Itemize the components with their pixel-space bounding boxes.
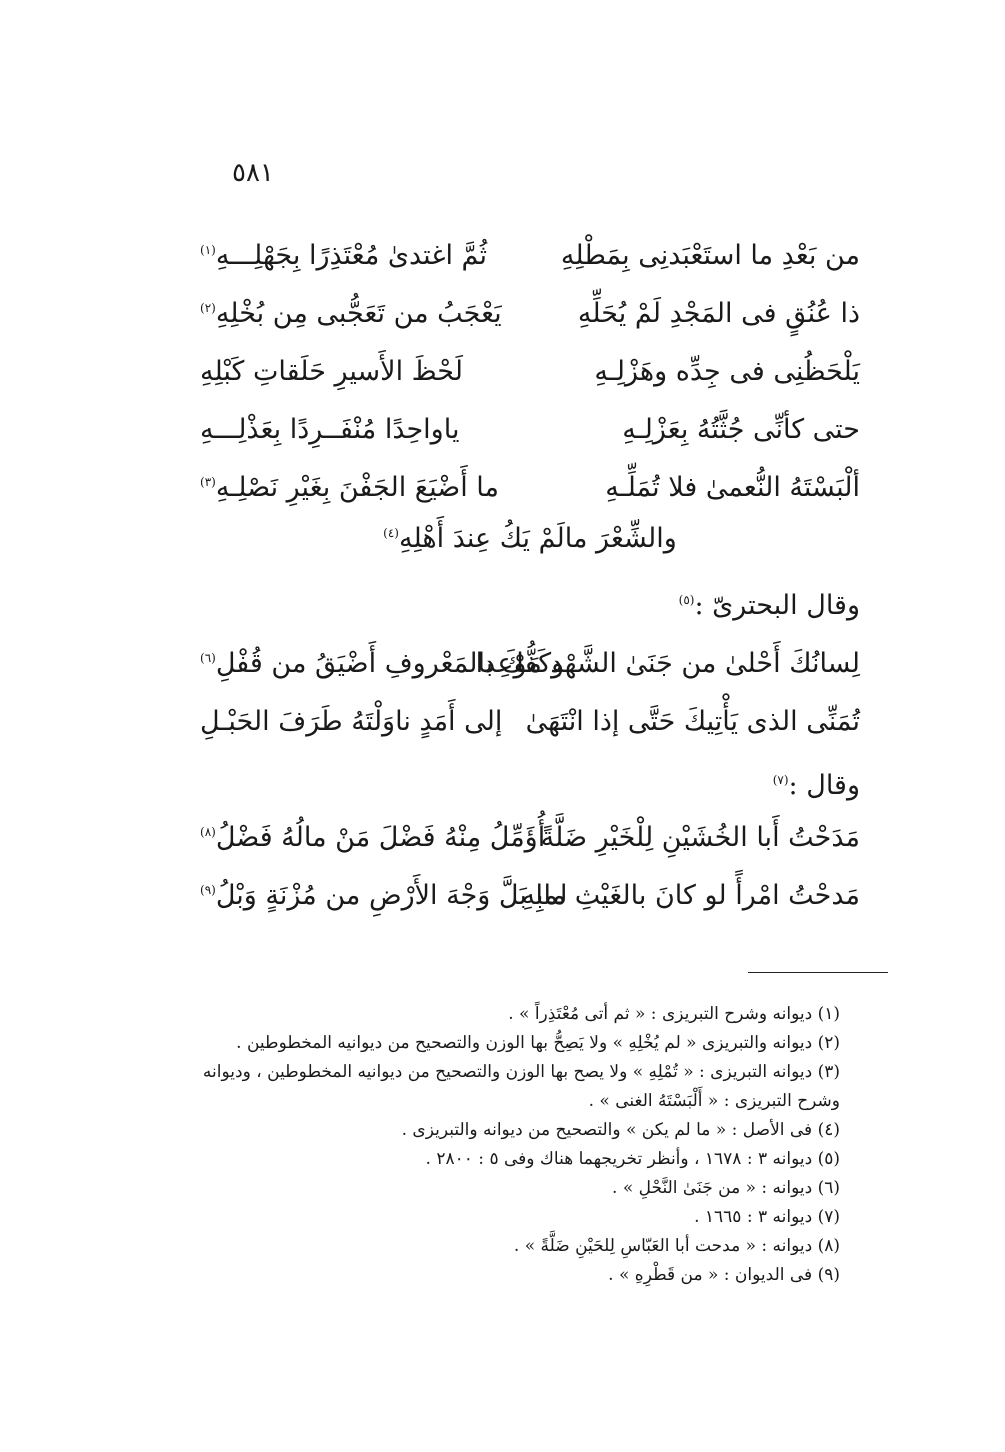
hemistich-first: حتى كأنِّى جُثَّتُهُ بِعَزْلِـهِ <box>622 414 860 445</box>
couplet <box>200 356 860 414</box>
footnote: (٦) ديوانه : « من جَنَىٰ النَّحْلِ » . <box>612 1178 840 1198</box>
couplet <box>200 298 860 356</box>
footnote-marker: (٢) <box>200 301 216 315</box>
footnote: (٢) ديوانه والتبريزى « لم يُخْلِهِ » ولا يَصِحُّ بها الوزن والتصحيح من ديوانيه المخطوطين . <box>236 1033 840 1053</box>
footnote: (١) ديوانه وشرح التبريزى : « ثم أتى مُعْتَذِراً » . <box>508 1004 840 1024</box>
poem-block-1 <box>200 240 860 530</box>
footnote-marker: (٥) <box>678 593 695 607</box>
footnote-marker: (٨) <box>200 825 216 839</box>
hemistich-second: ياواحِدًا مُنْفَــرِدًا بِعَذْلِـــهِ <box>200 414 460 445</box>
couplet <box>200 880 860 938</box>
footnote-marker: (٦) <box>200 651 216 665</box>
hemistich-second: لما بَلَّ وَجْهَ الأَرْضِ من مُزْنَةٍ وَبْلُ$^{(٩)}$ <box>200 880 568 911</box>
footnote: (٥) ديوانه ٣ : ١٦٧٨ ، وأنظر تخريجهما هناك وفى ٥ : ٢٨٠٠ . <box>425 1149 840 1169</box>
poem-block-3 <box>200 822 860 938</box>
hemistich-second: ثُمَّ اغتدىٰ مُعْتَذِرًا بِجَهْلِـــهِ$^{(١)}$ <box>200 240 488 271</box>
footnote-divider <box>748 972 888 973</box>
couplet <box>200 822 860 880</box>
footnote: (٣) ديوانه التبريزى : « تُمْلِهِ » ولا يصح بها الوزن والتصحيح من ديوانيه المخطوطين ، وديوانه وشرح التبريزى : « أَلْبَسْتَهُ الغنى » . <box>202 1062 840 1111</box>
footnote-marker: (٧) <box>772 773 789 787</box>
hemistich-second: لَحْظَ الأَسيرِ حَلَقاتِ كَبْلِهِ <box>200 356 463 387</box>
hemistich-second: وكَفُّكَ بالمَعْروفِ أَضْيَقُ من قُفْلِ$^{(٦)}$ <box>200 648 565 679</box>
poem-intro-buhturi: وقال البحترىّ :$^{(٥)}$ <box>678 590 860 621</box>
footnote: (٧) ديوانه ٣ : ١٦٦٥ . <box>694 1207 840 1227</box>
poem-intro-3: وقال :$^{(٧)}$ <box>772 770 860 801</box>
couplet <box>200 472 860 530</box>
hemistich-first: لِسانُكَ أَحْلىٰ من جَنَىٰ الشَّهْدِ مَوْعِدا <box>475 648 860 679</box>
footnote-marker: (٣) <box>200 475 216 489</box>
hemistich-first: ذا عُنُقٍ فى المَجْدِ لَمْ يُحَلِّهِ <box>577 298 860 329</box>
hemistich-first: يَلْحَظُنِى فى جِدِّه وهَزْلِـهِ <box>594 356 860 387</box>
hemistich-second: إلى أَمَدٍ ناوَلْتَهُ طَرَفَ الحَبْـلِ <box>200 706 503 737</box>
couplet <box>200 414 860 472</box>
page-number: ٥٨١ <box>232 158 274 188</box>
couplet <box>200 240 860 298</box>
footnote-marker: (١) <box>200 243 216 257</box>
single-verse-line: والشِّعْرَ مالَمْ يَكُ عِندَ أَهْلِهِ$^{(٤)}$ <box>383 523 677 554</box>
hemistich-first: مَدَحْتُ أَبا الخُشَيْنِ لِلْخَيْرِ ضَلَّةً <box>540 822 860 853</box>
hemistich-first: ألْبَسْتَهُ النُّعمىٰ فلا تُمَلِّـهِ <box>605 472 860 503</box>
hemistich-second: أُؤَمِّلُ مِنْهُ فَضْلَ مَنْ مالُهُ فَضْلُ$^{(٨)}$ <box>200 822 546 853</box>
footnote: (٤) فى الأصل : « ما لم يكن » والتصحيح من ديوانه والتبريزى . <box>401 1120 840 1140</box>
hemistich-second: يَعْجَبُ من تَعَجُّبى مِن بُخْلِهِ$^{(٢)}$ <box>200 298 502 329</box>
poem-block-2 <box>200 648 860 764</box>
footnote-marker: (٤) <box>383 526 399 540</box>
couplet <box>200 706 860 764</box>
footnote: (٩) فى الديوان : « من قَطْرِهِ » . <box>608 1265 840 1285</box>
hemistich-second: ما أَضْيَعَ الجَفْنَ بِغَيْرِ نَصْلِـهِ$^{(٣)}$ <box>200 472 499 503</box>
hemistich-first: من بَعْدِ ما استَعْبَدنِى بِمَطْلِهِ <box>560 240 860 271</box>
footnotes <box>190 1000 840 1290</box>
hemistich-first: مَدحْتُ امْرأً لو كانَ بالغَيْثِ مابِهِ <box>521 880 860 911</box>
couplet <box>200 648 860 706</box>
hemistich-first: تُمَنِّى الذى يَأْتِيكَ حَتَّى إذا انْتَهَىٰ <box>525 706 860 737</box>
footnote: (٨) ديوانه : « مدحت أبا العَبّاسِ لِلحَيْنِ ضَلَّةً » . <box>513 1236 840 1256</box>
footnote-marker: (٩) <box>200 883 216 897</box>
